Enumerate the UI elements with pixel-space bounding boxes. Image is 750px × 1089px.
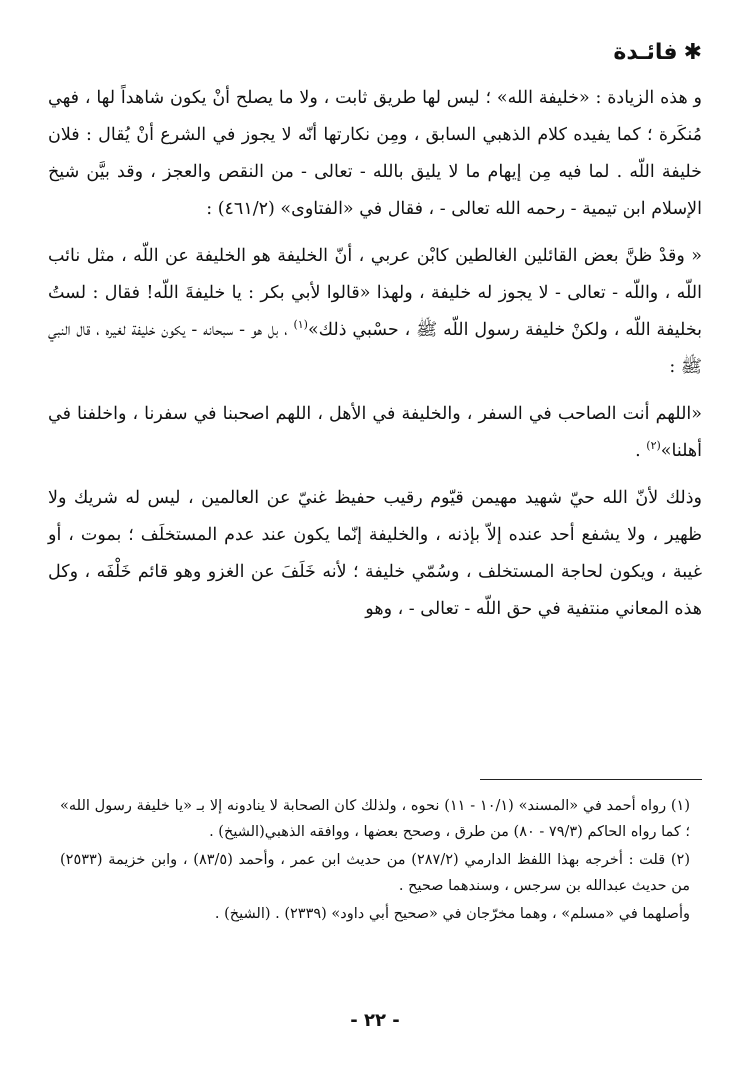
star-icon: ✱ <box>683 40 702 65</box>
paragraph-4: وذلك لأنّ الله حيّ شهيد مهيمن قيّوم رقيب حفيظ غنيّ عن العالمين ، ليس له شريك ولا ظهير ، ولا يشفع أحد عنده إلاّ بإذنه ، والخليفة إنّما يكون عند عدم المستخلَف ؛ بموت ، أو غيبة ، ويكون لحاجة المستخلف ، وسُمّي خليفة ؛ لأنه خَلَفَ عن الغزو وهو قائم خَلْفَه ، وكل هذه المعاني منتفية في حق اللّه - تعالى - ، وهو <box>48 488 702 619</box>
footnote-mark-1: (١) <box>293 318 308 332</box>
footnote-2-continued: وأصلهما في «مسلم» ، وهما مخرّجان في «صحيح أبي داود» (٢٣٣٩) . (الشيخ) . <box>214 906 690 922</box>
paragraph-2-text: « وقدْ ظنَّ بعض القائلين الغالطين كابْن عربي ، أنّ الخليفة هو الخليفة عن اللّه ، مثل نائب اللّه ، واللّه - تعالى - لا يجوز له خليفة ، ولهذا «قالوا لأبي بكر : يا خليفةَ اللّه! فقال : لستُ بخليفة اللّه ، ولكنْ خليفة رسول اللّه ﷺ ، حسْبي ذلك» <box>48 246 702 340</box>
paragraph-2-tail: ، بل هو - سبحانه - يكون خليفة لغيره ، قال النبي ﷺ : <box>48 320 702 377</box>
footnote-divider <box>480 779 702 780</box>
paragraph-3-text: «اللهم أنت الصاحب في السفر ، والخليفة في الأهل ، اللهم اصحبنا في سفرنا ، واخلفنا في أهلنا» <box>48 404 702 461</box>
footnote-2: (٢) قلت : أخرجه بهذا اللفظ الدارمي (٢٨٧/٢) من حديث ابن عمر ، وأحمد (٨٣/٥) ، وابن خزيمة (٢٥٣٣) من حديث عبدالله بن سرجس ، وسندهما صحيح . <box>60 852 690 894</box>
footnotes <box>60 793 690 927</box>
footnote-mark-2: (٢) <box>646 439 661 453</box>
page-number: - ٢٢ - <box>350 1010 400 1031</box>
paragraph-2 <box>48 238 702 386</box>
section-heading <box>48 38 702 68</box>
footnote-1: (١) رواه أحمد في «المسند» (١٠/١ - ١١) نحوه ، ولذلك كان الصحابة لا ينادونه إلا بـ «يا خليفة رسول الله» ؛ كما رواه الحاكم (٧٩/٣ - ٨٠) من طرق ، وصحح بعضها ، ووافقه الذهبي(الشيخ) . <box>60 798 690 840</box>
paragraph-3: «اللهم أنت الصاحب في السفر ، والخليفة في الأهل ، اللهم اصحبنا في سفرنا ، واخلفنا في أهلنا»$^{(٢)}$ . <box>48 404 702 461</box>
paragraph-1: و هذه الزيادة : «خليفة الله» ؛ ليس لها طريق ثابت ، ولا ما يصلح أنْ يكون شاهداً لها ، فهي مُنكَرة ؛ كما يفيده كلام الذهبي السابق ، ومِن نكارتها أنّه لا يجوز في الشرع أنْ يُقال : فلان خليفة اللّه . لما فيه مِن إيهام ما لا يليق بالله - تعالى - من النقص والعجز ، وقد بيَّن شيخ الإسلام ابن تيمية - رحمه الله تعالى - ، فقال في «الفتاوى» (٤٦١/٢) : <box>48 88 702 219</box>
heading-text: فائـدة <box>613 40 678 65</box>
